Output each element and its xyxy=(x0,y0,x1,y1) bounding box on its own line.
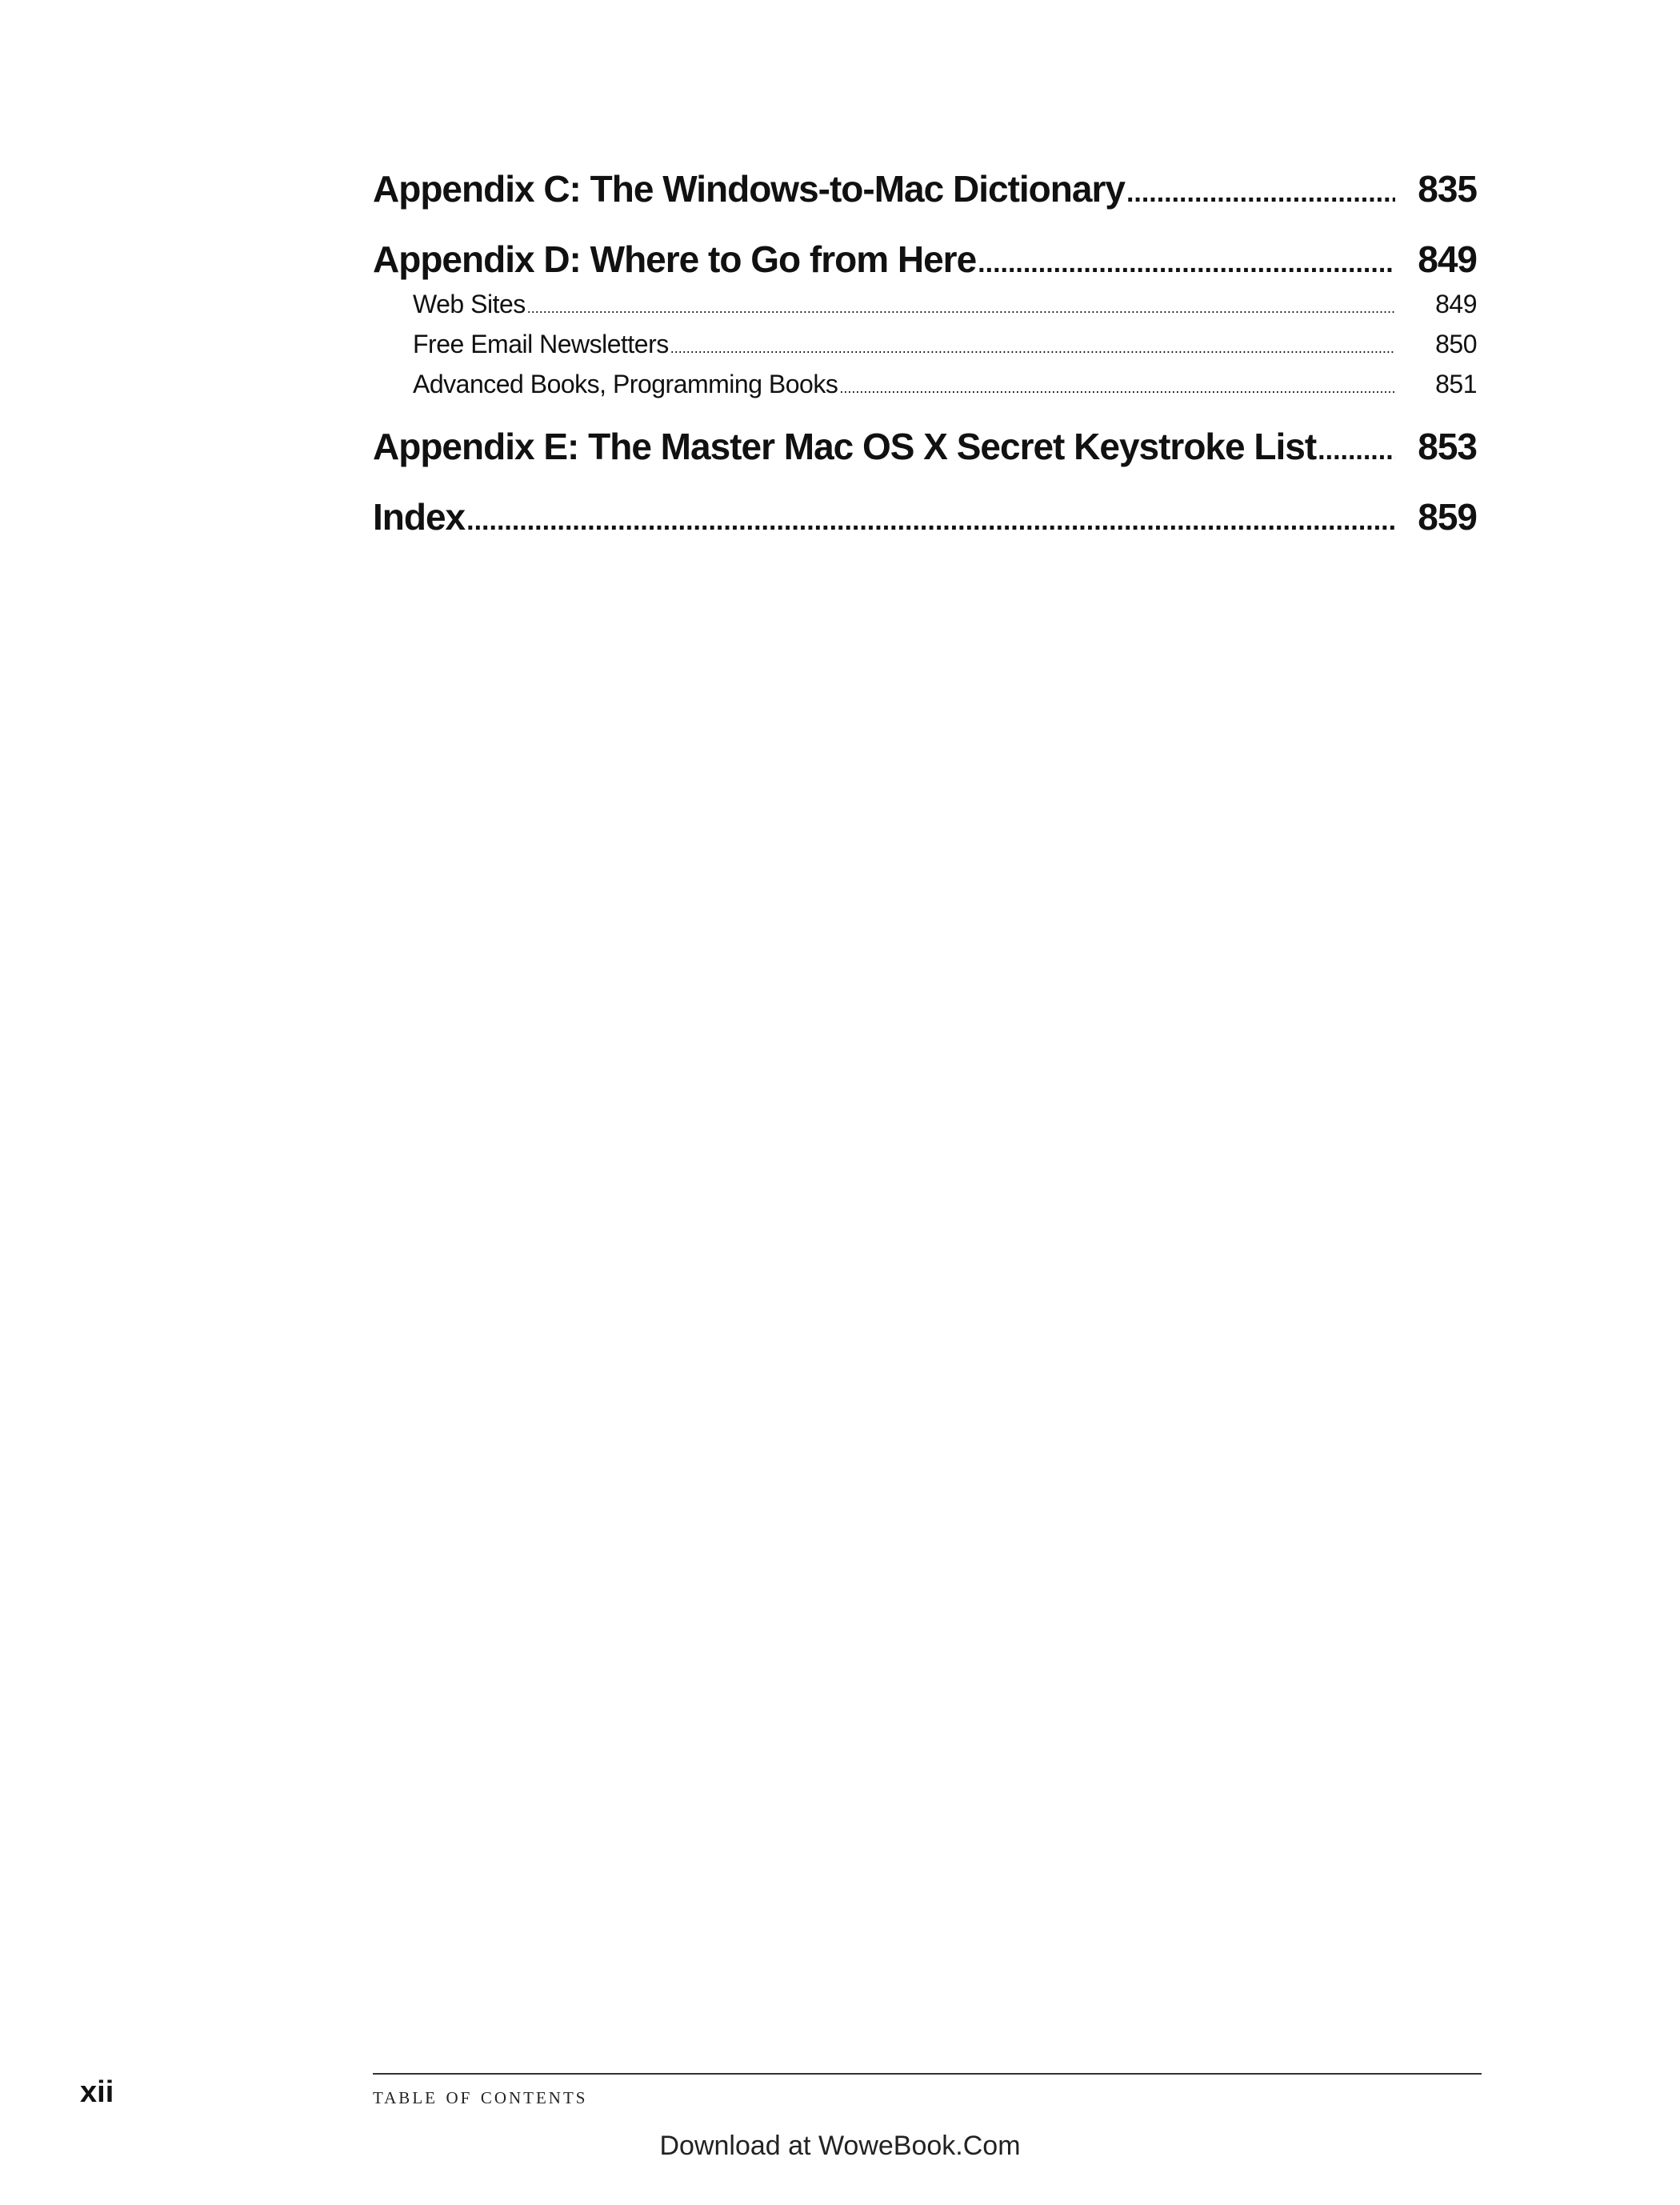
toc-entry-title: Index xyxy=(373,496,466,538)
toc-entry-appendix-d[interactable] xyxy=(373,234,1477,284)
dot-leader xyxy=(670,328,1395,368)
toc-entry-title: Appendix E: The Master Mac OS X Secret Keystroke List xyxy=(373,426,1317,467)
toc-entry-page: 850 xyxy=(1435,330,1477,358)
toc-entry-appendix-c[interactable] xyxy=(373,164,1477,214)
toc-entry-page: 851 xyxy=(1435,370,1477,398)
toc-subentry-advanced-books[interactable] xyxy=(373,364,1477,404)
toc-entry-index[interactable] xyxy=(373,492,1477,542)
dot-leader xyxy=(466,496,1395,546)
toc-entry-page: 853 xyxy=(1418,426,1477,467)
footer-divider xyxy=(373,2073,1482,2075)
toc-entry-appendix-e[interactable] xyxy=(373,422,1477,471)
toc-entry-title: Web Sites xyxy=(413,290,526,318)
toc-subentry-free-email-newsletters[interactable] xyxy=(373,324,1477,364)
dot-leader xyxy=(1318,426,1395,475)
toc-entry-title: Free Email Newsletters xyxy=(413,330,669,358)
toc-entry-title: Advanced Books, Programming Books xyxy=(413,370,838,398)
toc-subentry-web-sites[interactable] xyxy=(373,284,1477,324)
running-footer: table of contents xyxy=(373,2083,588,2109)
dot-leader xyxy=(527,288,1395,328)
toc-entry-title: Appendix C: The Windows-to-Mac Dictionary xyxy=(373,168,1125,210)
toc-entry-title: Appendix D: Where to Go from Here xyxy=(373,238,977,280)
table-of-contents xyxy=(373,164,1477,542)
toc-entry-page: 849 xyxy=(1418,238,1477,280)
dot-leader xyxy=(1126,168,1395,218)
dot-leader xyxy=(978,238,1395,288)
toc-entry-page: 835 xyxy=(1418,168,1477,210)
download-watermark: Download at WoweBook.Com xyxy=(659,2131,1021,2161)
dot-leader xyxy=(839,368,1395,408)
page-number: xii xyxy=(80,2075,114,2109)
toc-entry-page: 849 xyxy=(1435,290,1477,318)
toc-entry-page: 859 xyxy=(1418,496,1477,538)
